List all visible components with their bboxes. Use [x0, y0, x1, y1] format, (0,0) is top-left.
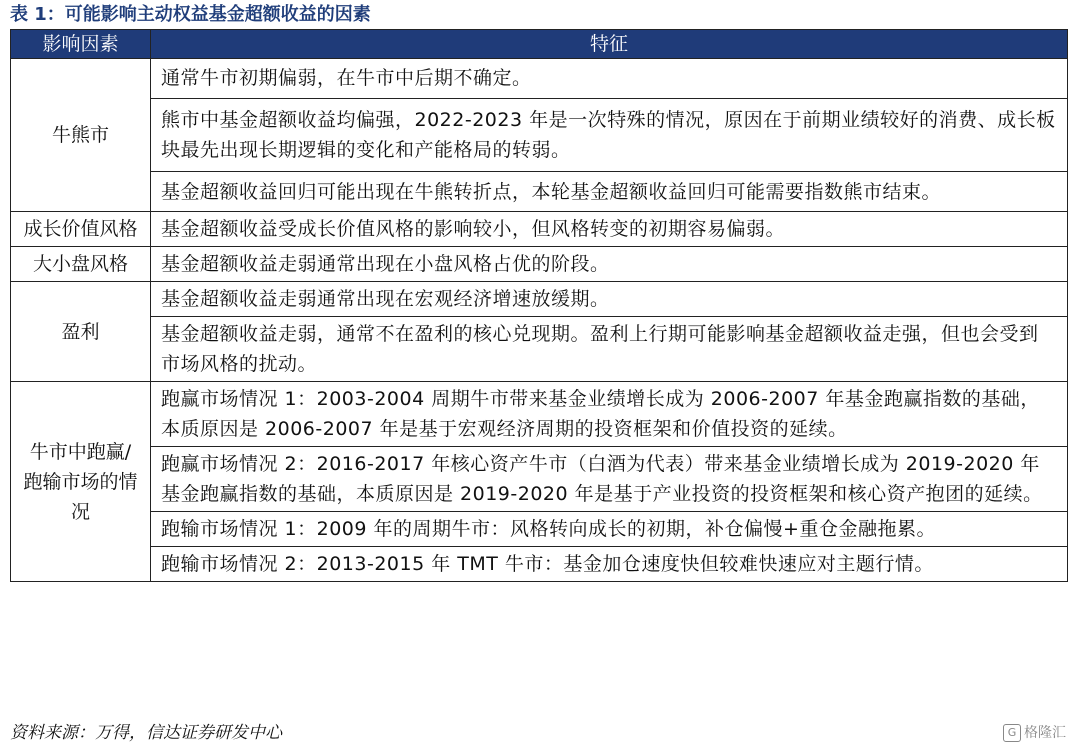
watermark: [1003, 722, 1066, 742]
header-factor: 影响因素: [11, 30, 151, 59]
feature-cell: 基金超额收益走弱，通常不在盈利的核心兑现期。盈利上行期可能影响基金超额收益走强，但也会受到市场风格的扰动。: [151, 317, 1068, 382]
feature-cell: 熊市中基金超额收益均偏强，2022-2023 年是一次特殊的情况，原因在于前期业绩较好的消费、成长板块最先出现长期逻辑的变化和产能格局的转弱。: [151, 98, 1068, 172]
watermark-text: 格隆汇: [1024, 725, 1066, 741]
table-row: [11, 98, 1068, 172]
feature-cell: 基金超额收益受成长价值风格的影响较小，但风格转变的初期容易偏弱。: [151, 212, 1068, 247]
factor-cell: 成长价值风格: [11, 212, 151, 247]
table-header-row: [11, 30, 1068, 59]
factor-cell: 牛熊市: [11, 59, 151, 212]
table-row: [11, 547, 1068, 582]
source-note: 资料来源：万得，信达证券研发中心: [10, 723, 282, 743]
table-row: [11, 282, 1068, 317]
table-title: 表 1：可能影响主动权益基金超额收益的因素: [10, 4, 371, 25]
factor-cell: 盈利: [11, 282, 151, 382]
feature-cell: 跑输市场情况 1：2009 年的周期牛市：风格转向成长的初期，补仓偏慢+重仓金融拖累。: [151, 512, 1068, 547]
feature-cell: 跑输市场情况 2：2013-2015 年 TMT 牛市：基金加仓速度快但较难快速应对主题行情。: [151, 547, 1068, 582]
feature-cell: 跑赢市场情况 2：2016-2017 年核心资产牛市（白酒为代表）带来基金业绩增长成为 2019-2020 年基金跑赢指数的基础，本质原因是 2019-2020 年是基于产业投资的投资框架和核心资产抱团的延续。: [151, 447, 1068, 512]
feature-cell: 跑赢市场情况 1：2003-2004 周期牛市带来基金业绩增长成为 2006-2007 年基金跑赢指数的基础，本质原因是 2006-2007 年是基于宏观经济周期的投资框架和价值投资的延续。: [151, 382, 1068, 447]
table-row: [11, 59, 1068, 99]
table-row: [11, 447, 1068, 512]
feature-cell: 基金超额收益回归可能出现在牛熊转折点，本轮基金超额收益回归可能需要指数熊市结束。: [151, 172, 1068, 212]
watermark-logo-icon: G: [1003, 724, 1021, 742]
table-row: [11, 512, 1068, 547]
factor-cell: 大小盘风格: [11, 247, 151, 282]
header-feature: 特征: [151, 30, 1068, 59]
table-row: [11, 247, 1068, 282]
feature-cell: 基金超额收益走弱通常出现在小盘风格占优的阶段。: [151, 247, 1068, 282]
feature-cell: 通常牛市初期偏弱，在牛市中后期不确定。: [151, 59, 1068, 99]
feature-cell: 基金超额收益走弱通常出现在宏观经济增速放缓期。: [151, 282, 1068, 317]
factor-table: [10, 29, 1068, 582]
table-row: [11, 212, 1068, 247]
table-row: [11, 382, 1068, 447]
table-row: [11, 317, 1068, 382]
table-row: [11, 172, 1068, 212]
factor-cell: 牛市中跑赢/跑输市场的情况: [11, 382, 151, 582]
